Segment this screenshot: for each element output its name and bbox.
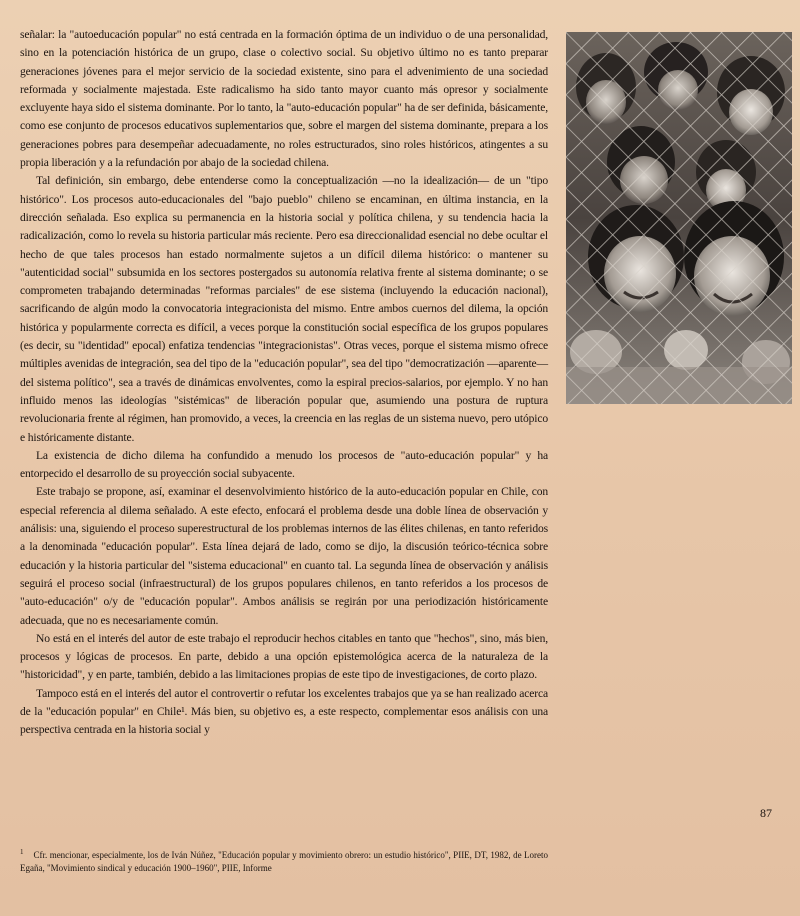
- photo-illustration: [566, 32, 792, 404]
- paragraph: Tal definición, sin embargo, debe entenderse como la conceptualización —no la idealización— de un "tipo histórico". Los procesos auto-educacionales del "bajo pueblo" chileno se encaminan, en última instancia, en la dirección señalada. Eso explica su permanencia en la historia social y política chilena, y su tendencia hacia la radicalización, como lo revela su historia particular más reciente. Pero esa direccionalidad esencial no debe ocultar el hecho de que tales procesos han estado normalmente sujetos a un difícil dilema histórico: o mantener su "autenticidad social" subsumida en los sectores postergados su autonomía relativa frente al sistema dominante; o se comprometen trabajando determinadas "reformas parciales" de ese sistema (incluyendo la educación nacional), sacrificando de algún modo la convocatoria integracionista del mismo. Entre ambos cuernos del dilema, la opción histórica y popularmente correcta es difícil, a veces porque la constitución social específica de los grupos populares (es decir, su "identidad" epocal) enfatiza tendencias "integracionistas". Otras veces, porque el sistema mismo ofrece múltiples avenidas de integración, sea del tipo de la "educación popular", sea del tipo "democratización —aparente— del sistema político", sea a través de dinámicas envolventes, como la espiral precios-salarios, por ejemplo. Y no han influido menos las ideologías "sistémicas" de liberación popular que, asumiendo una postura de ruptura revolucionaria frente al régimen, han promovido, a veces, la creencia en las reglas de un sistema nuevo, pero utópico e históricamente distante.: [20, 174, 548, 444]
- paragraph: señalar: la "autoeducación popular" no está centrada en la formación óptima de un individuo o de una personalidad, sino en la potenciación histórica de un grupo, clase o colectivo social. Su objetivo último no es tanto preparar generaciones jóvenes para el mejor servicio de la sociedad existente, sino para el advenimiento de una sociedad reformada y socialmente majestada. Este radicalismo ha sido tanto mayor cuanto más opresor y socialmente excluyente haya sido el sistema dominante. Por lo tanto, la "auto-educación popular" ha de ser definida, básicamente, como ese conjunto de procesos educativos suplementarios que, sobre el margen del sistema dominante, prepara a los generaciones pobres para desempeñar adecuadamente, no roles estructurados, sino roles históricos, atingentes a su propia liberación y a la refundación por abajo de la sociedad chilena.: [20, 28, 548, 170]
- page-number: 87: [760, 806, 772, 820]
- footnote-mark: 1: [20, 848, 24, 856]
- paragraph: Este trabajo se propone, así, examinar el desenvolvimiento histórico de la auto-educación popular en Chile, con especial referencia al dilema señalado. A este efecto, enfocará el problema desde una doble línea de observación y análisis: una, siguiendo el proceso superestructural de los problemas internos de las élites chilenas, en tanto referidos a la denominada "educación popular". Esta línea dejará de lado, como se dijo, la discusión teórico-técnica sobre educación y la historia particular del "sistema educacional" en cuanto tal. La segunda línea de observación y análisis seguirá el proceso social (infraestructural) de los grupos populares chilenos, en tanto referidos a los procesos de "auto-educación" o/y de "educación popular". Ambos análisis se regirán por una periodización históricamente adecuada, que no es necesariamente común.: [20, 485, 548, 627]
- paragraph: No está en el interés del autor de este trabajo el reproducir hechos citables en tanto que "hechos", sino, más bien, procesos y lógicas de procesos. En parte, debido a una opción epistemológica acerca de la naturaleza de la "historicidad", y en parte, también, debido a las limitaciones propias de este tipo de investigaciones, de corto plazo.: [20, 631, 548, 682]
- footnote-text: Cfr. mencionar, especialmente, los de Iván Núñez, "Educación popular y movimiento obrero: un estudio histórico", PIIE, DT, 1982, de Loreto Egaña, "Movimiento sindical y educación 1900–1960", PIIE, Informe: [20, 850, 548, 873]
- footnote: [20, 846, 548, 875]
- body-text: [20, 26, 548, 740]
- photograph-children-fence: [566, 32, 792, 404]
- paragraph: La existencia de dicho dilema ha confundido a menudo los procesos de "auto-educación popular" y ha entorpecido el desarrollo de su proyección social subyacente.: [20, 448, 548, 481]
- paragraph: Tampoco está en el interés del autor el controvertir o refutar los excelentes trabajos que ya se han realizado acerca de la "educación popular" en Chile¹. Más bien, su objetivo es, a este respecto, complementar esos análisis con una perspectiva centrada en la historia social y: [20, 686, 548, 737]
